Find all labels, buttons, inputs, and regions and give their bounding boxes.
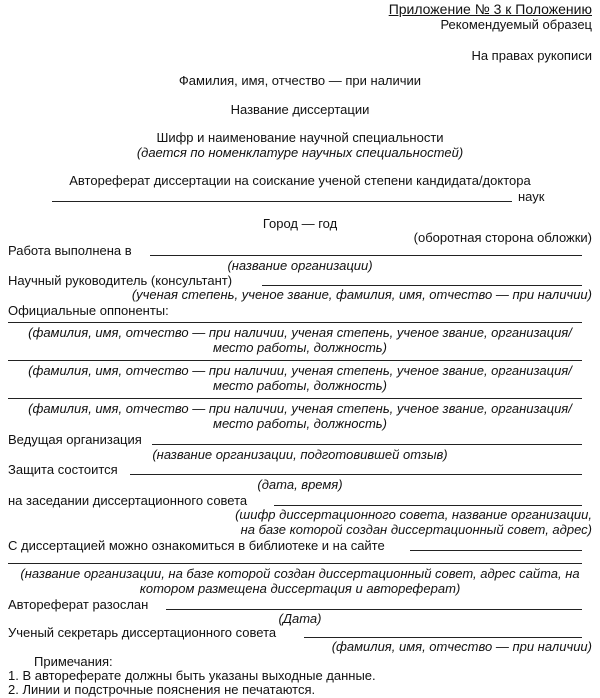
library-label: С диссертацией можно ознакомиться в библиотеке и на сайте (8, 538, 385, 553)
library-note-cont: котором размещена диссертация и автореферат) (139, 581, 461, 596)
opponent-note-1-cont: место работы, должность) (213, 340, 387, 355)
opponent-note-2: (фамилия, имя, отчество — при наличии, ученая степень, ученое звание, организация/ (28, 363, 572, 378)
supervisor-line (262, 285, 582, 286)
work-done-line (150, 255, 582, 256)
author-name-placeholder: Фамилия, имя, отчество — при наличии (178, 73, 422, 88)
opponent-note-2-cont: место работы, должность) (213, 378, 387, 393)
dissertation-title-placeholder: Название диссертации (230, 102, 370, 117)
leading-org-label: Ведущая организация (8, 432, 142, 447)
specialty-placeholder: Шифр и наименование научной специальности (156, 130, 444, 145)
note-item: 2. Линии и подстрочные пояснения не печатаются. (8, 682, 316, 697)
secretary-line (304, 637, 582, 638)
library-note: (название организации, на базе которой создан диссертационный совет, адрес сайта, на (20, 566, 580, 581)
organization-note: (название организации) (227, 258, 373, 273)
leading-org-note: (название организации, подготовившей отзыв) (152, 447, 448, 462)
note-item: 1. В автореферате должны быть указаны выходные данные. (8, 668, 376, 683)
opponent-note-3-cont: место работы, должность) (213, 416, 387, 431)
supervisor-note: (ученая степень, ученое звание, фамилия, имя, отчество — при наличии) (131, 287, 592, 302)
sample-label: Рекомендуемый образец (440, 17, 592, 32)
back-side-note: (оборотная сторона обложки) (413, 230, 592, 245)
sent-line (166, 609, 582, 610)
secretary-note: (фамилия, имя, отчество — при наличии) (331, 639, 592, 654)
opponent-line-3 (8, 398, 582, 399)
council-note-cont: на базе которой создан диссертационный совет, адрес) (240, 522, 592, 537)
opponent-note-1: (фамилия, имя, отчество — при наличии, ученая степень, ученое звание, организация/ (28, 325, 572, 340)
opponent-line-2 (8, 360, 582, 361)
council-label: на заседании диссертационного совета (8, 493, 248, 508)
abstract-statement: Автореферат диссертации на соискание ученой степени кандидата/доктора (69, 173, 531, 188)
library-line (410, 550, 582, 551)
specialty-note: (дается по номенклатуре научных специальностей) (136, 145, 464, 160)
council-line (274, 505, 582, 506)
sciences-line (52, 201, 512, 202)
sent-note: (Дата) (278, 611, 322, 626)
work-done-label: Работа выполнена в (8, 243, 132, 258)
opponents-label: Официальные оппоненты: (8, 303, 169, 318)
opponent-note-3: (фамилия, имя, отчество — при наличии, ученая степень, ученое звание, организация/ (28, 401, 572, 416)
defense-label: Защита состоится (8, 462, 118, 477)
defense-note: (дата, время) (257, 477, 343, 492)
sent-label: Автореферат разослан (8, 597, 149, 612)
supervisor-label: Научный руководитель (консультант) (8, 273, 233, 288)
notes-title: Примечания: (34, 654, 113, 669)
appendix-heading: Приложение № 3 к Положению (388, 1, 592, 17)
rights-label: На правах рукописи (471, 48, 592, 63)
defense-line (130, 474, 582, 475)
city-year-placeholder: Город — год (262, 216, 338, 231)
opponent-line-1 (8, 322, 582, 323)
library-line-2 (8, 563, 582, 564)
council-note: (шифр диссертационного совета, название организации, (235, 507, 592, 522)
leading-org-line (152, 444, 582, 445)
sciences-label: наук (518, 189, 545, 204)
secretary-label: Ученый секретарь диссертационного совета (8, 625, 277, 640)
